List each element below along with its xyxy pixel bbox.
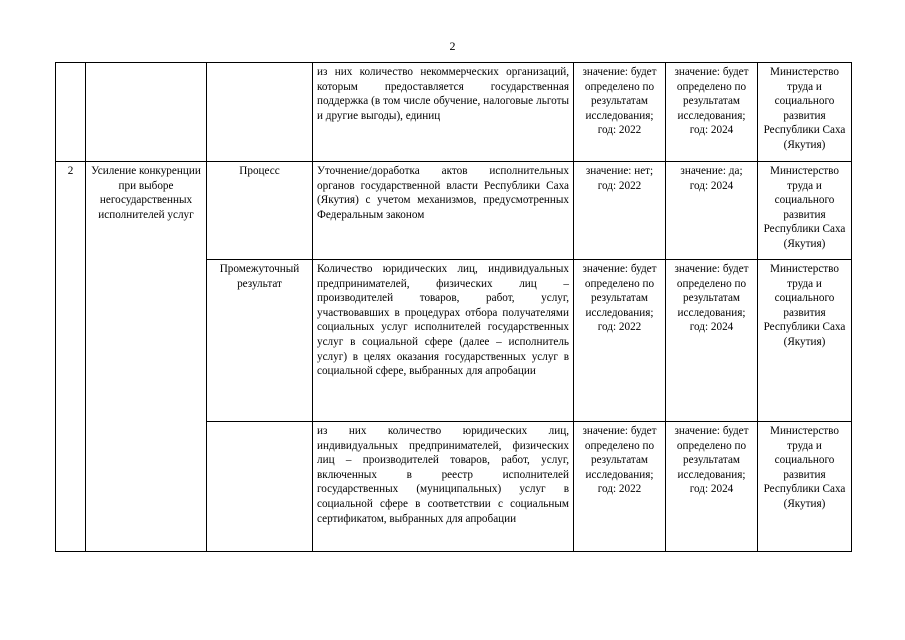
responsible-cell: Министерство труда и социального развития Республики Саха (Якутия): [758, 260, 852, 422]
target-value-cell: значение: будет определено по результатам исследования; год: 2024: [666, 63, 758, 162]
stage-cell: Промежуточный результат: [207, 260, 313, 422]
baseline-value-cell: значение: нет; год: 2022: [574, 162, 666, 260]
responsible-cell: Министерство труда и социального развития Республики Саха (Якутия): [758, 422, 852, 552]
measure-cell: [86, 63, 207, 162]
indicator-cell: Количество юридических лиц, индивидуальных предпринимателей, физических лиц – производителей товаров, работ, услуг, участвовавших в процедурах отбора получателями социальных услуг исполнителей государственных услуг в социальной сфере (далее – исполнитель услуг) в целях оказания государственных услуг в социальной сфере, выбранных для апробации: [313, 260, 574, 422]
target-value-cell: значение: будет определено по результатам исследования; год: 2024: [666, 260, 758, 422]
measures-table: [55, 62, 852, 552]
row-number-cell: 2: [56, 162, 86, 552]
baseline-value-cell: значение: будет определено по результатам исследования; год: 2022: [574, 63, 666, 162]
table-row: [56, 63, 852, 162]
indicator-cell: из них количество юридических лиц, индивидуальных предпринимателей, физических лиц – производителей товаров, работ, услуг, включенных в реестр исполнителей государственных (муниципальных) услуг в социальной сфере в соответствии с социальным сертификатом, выбранных для апробации: [313, 422, 574, 552]
row-number-cell: [56, 63, 86, 162]
responsible-cell: Министерство труда и социального развития Республики Саха (Якутия): [758, 162, 852, 260]
target-value-cell: значение: будет определено по результатам исследования; год: 2024: [666, 422, 758, 552]
target-value-cell: значение: да; год: 2024: [666, 162, 758, 260]
responsible-cell: Министерство труда и социального развития Республики Саха (Якутия): [758, 63, 852, 162]
stage-cell: [207, 63, 313, 162]
measure-cell: Усиление конкуренции при выборе негосударственных исполнителей услуг: [86, 162, 207, 552]
page-number: 2: [449, 39, 456, 53]
baseline-value-cell: значение: будет определено по результатам исследования; год: 2022: [574, 422, 666, 552]
stage-cell-empty: [207, 422, 313, 552]
stage-cell: Процесс: [207, 162, 313, 260]
indicator-cell: Уточнение/доработка актов исполнительных органов государственной власти Республики Саха (Якутия) с учетом механизмов, предусмотренных Федеральным законом: [313, 162, 574, 260]
table-row: [56, 162, 852, 260]
baseline-value-cell: значение: будет определено по результатам исследования; год: 2022: [574, 260, 666, 422]
indicator-cell: из них количество некоммерческих организаций, которым предоставляется государственная поддержка (в том числе обучение, налоговые льготы и другие выгоды), единиц: [313, 63, 574, 162]
